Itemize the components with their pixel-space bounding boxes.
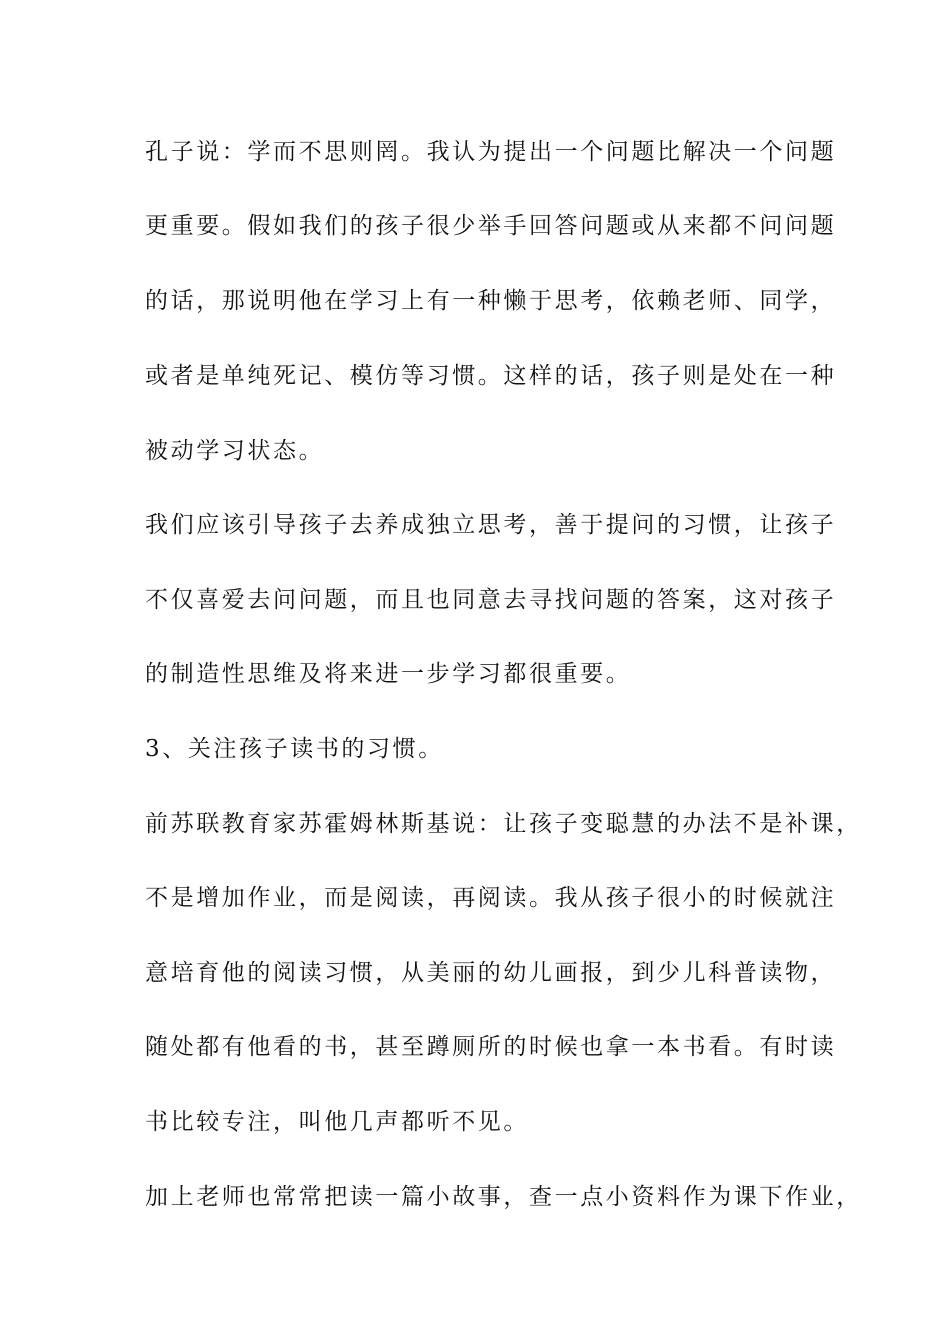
text-line-12: 意培育他的阅读习惯，从美丽的幼儿画报，到少儿科普读物， (145, 960, 837, 986)
text-line-8: 的制造性思维及将来进一步学习都很重要。 (145, 661, 632, 687)
text-line-15: 加上老师也常常把读一篇小故事，查一点小资料作为课下作业， (145, 1184, 862, 1210)
text-line-5: 被动学习状态。 (145, 438, 325, 464)
text-line-6: 我们应该引导孩子去养成独立思考，善于提问的习惯，让孩子 (145, 512, 837, 538)
text-line-9: 3、关注孩子读书的习惯。 (145, 736, 444, 762)
text-line-1: 孔子说：学而不思则罔。我认为提出一个问题比解决一个问题 (145, 139, 837, 165)
text-line-3: 的话，那说明他在学习上有一种懒于思考，依赖老师、同学， (145, 288, 837, 314)
text-line-2: 更重要。假如我们的孩子很少举手回答问题或从来都不问问题 (145, 213, 837, 239)
text-line-14: 书比较专注，叫他几声都听不见。 (145, 1109, 529, 1135)
text-line-4: 或者是单纯死记、模仿等习惯。这样的话，孩子则是处在一种 (145, 363, 837, 389)
text-line-7: 不仅喜爱去问问题，而且也同意去寻找问题的答案，这对孩子 (145, 587, 837, 613)
text-line-13: 随处都有他看的书，甚至蹲厕所的时候也拿一本书看。有时读 (145, 1034, 837, 1060)
text-line-10: 前苏联教育家苏霍姆林斯基说：让孩子变聪慧的办法不是补课， (145, 811, 862, 837)
text-line-11: 不是增加作业，而是阅读，再阅读。我从孩子很小的时候就注 (145, 885, 837, 911)
